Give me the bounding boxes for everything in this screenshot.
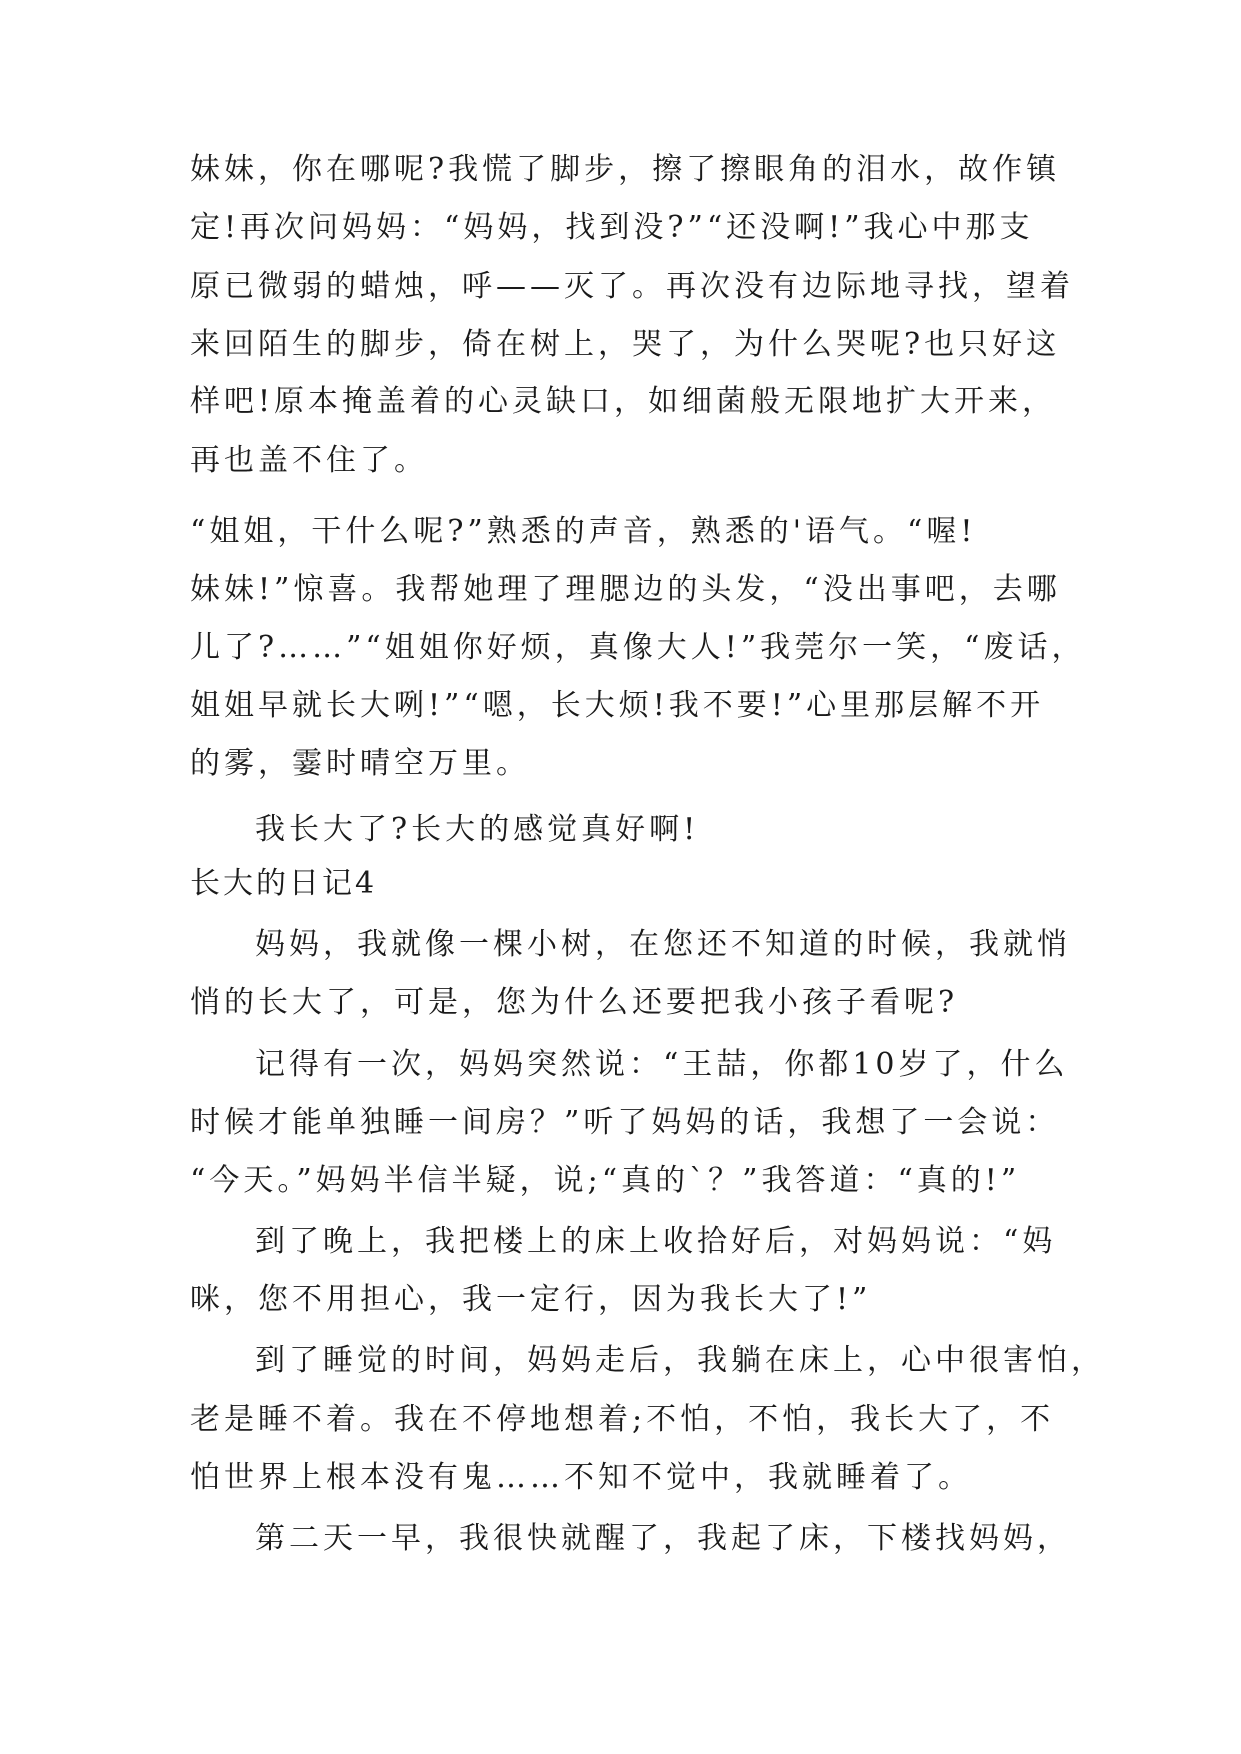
body-text-line: 到了睡觉的时间，妈妈走后，我躺在床上，心中很害怕，	[255, 1343, 1105, 1378]
body-text-line: 再也盖不住了。	[190, 443, 428, 478]
body-text-line: 记得有一次，妈妈突然说：“王喆，你都10岁了，什么	[255, 1047, 1069, 1082]
body-text-line: 我长大了?长大的感觉真好啊!	[255, 812, 700, 847]
body-text-line: 的雾，霎时晴空万里。	[190, 746, 530, 781]
section-heading: 长大的日记4	[190, 866, 378, 901]
body-text-line: 妹妹!”惊喜。我帮她理了理腮边的头发，“没出事吧，去哪	[190, 572, 1061, 607]
body-text-line: 定!再次问妈妈：“妈妈，找到没?”“还没啊!”我心中那支	[190, 210, 1034, 245]
body-text-line: 妹妹，你在哪呢?我慌了脚步，擦了擦眼角的泪水，故作镇	[190, 152, 1061, 187]
body-text-line: 样吧!原本掩盖着的心灵缺口，如细菌般无限地扩大开来，	[190, 384, 1057, 419]
body-text-line: 儿了?……”“姐姐你好烦，真像大人!”我莞尔一笑，“废话，	[190, 630, 1086, 665]
body-text-line: 老是睡不着。我在不停地想着;不怕，不怕，我长大了，不	[190, 1402, 1055, 1437]
body-text-line: 原已微弱的蜡烛，呼——灭了。再次没有边际地寻找，望着	[190, 269, 1074, 304]
body-text-line: 咪，您不用担心，我一定行，因为我长大了!”	[190, 1282, 872, 1317]
body-text-line: 到了晚上，我把楼上的床上收拾好后，对妈妈说：“妈	[255, 1224, 1057, 1259]
body-text-line: 怕世界上根本没有鬼……不知不觉中，我就睡着了。	[190, 1460, 972, 1495]
body-text-line: 第二天一早，我很快就醒了，我起了床，下楼找妈妈，	[255, 1521, 1071, 1556]
body-text-line: 姐姐早就长大咧!”“嗯，长大烦!我不要!”心里那层解不开	[190, 688, 1045, 723]
body-text-line: 悄的长大了，可是，您为什么还要把我小孩子看呢?	[190, 985, 959, 1020]
body-text-line: 时候才能单独睡一间房？”听了妈妈的话，我想了一会说：	[190, 1105, 1060, 1140]
body-text-line: 来回陌生的脚步，倚在树上，哭了，为什么哭呢?也只好这	[190, 327, 1061, 362]
body-text-line: “今天。”妈妈半信半疑，说;“真的`？”我答道：“真的!”	[190, 1163, 1021, 1198]
body-text-line: 妈妈，我就像一棵小树，在您还不知道的时候，我就悄	[255, 927, 1071, 962]
body-text-line: “姐姐，干什么呢?”熟悉的声音，熟悉的'语气。“喔!	[190, 514, 977, 549]
